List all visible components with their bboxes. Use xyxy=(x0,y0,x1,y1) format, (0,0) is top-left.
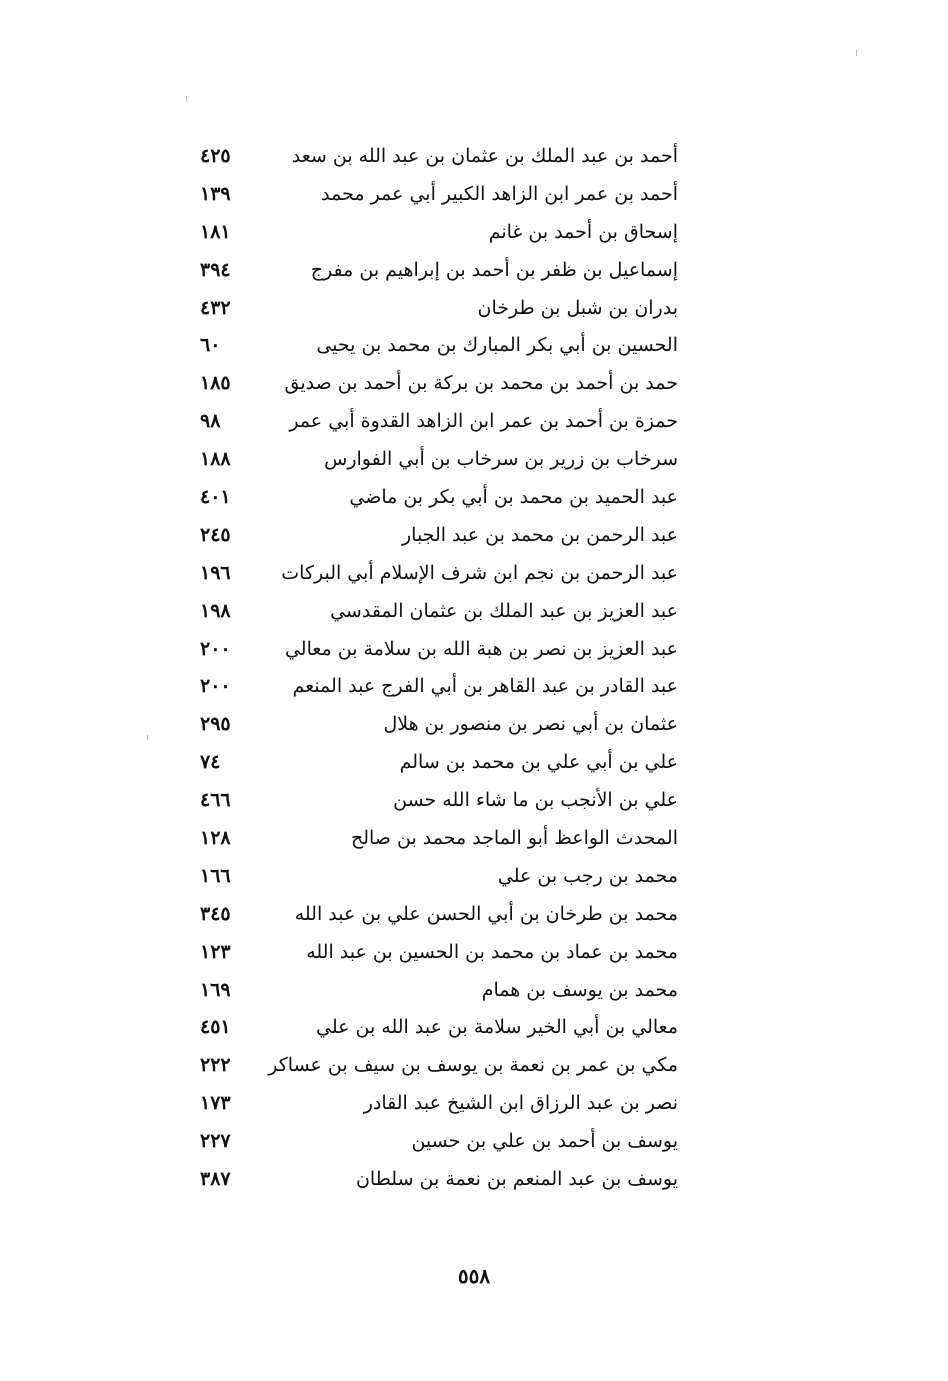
entry-page-number: ٤٦٦ xyxy=(200,789,231,812)
entry-page-number: ١٦٩ xyxy=(200,978,231,1001)
entry-page-number: ٤٢٥ xyxy=(200,144,231,167)
index-entry xyxy=(200,251,678,289)
entry-name: إسحاق بن أحمد بن غانم xyxy=(488,220,678,243)
entry-name: علي بن الأنجب بن ما شاء الله حسن xyxy=(393,789,678,812)
entry-page-number: ٤٠١ xyxy=(200,485,231,508)
entry-name: أحمد بن عمر ابن الزاهد الكبير أبي عمر محمد xyxy=(321,182,678,205)
entry-page-number: ٢٢٢ xyxy=(200,1054,231,1077)
entry-name: علي بن أبي علي بن محمد بن سالم xyxy=(399,751,678,774)
index-entry xyxy=(200,1160,678,1198)
entry-page-number: ٦٠ xyxy=(200,334,221,357)
index-entry xyxy=(200,554,678,592)
entry-name: محمد بن رجب بن علي xyxy=(497,864,678,887)
entry-name: محمد بن طرخان بن أبي الحسن علي بن عبد الله xyxy=(294,902,678,925)
index-entry xyxy=(200,1008,678,1046)
entry-page-number: ٢٢٧ xyxy=(200,1130,231,1153)
index-entry xyxy=(200,289,678,327)
entry-name: محمد بن عماد بن محمد بن الحسين بن عبد الله xyxy=(306,940,678,963)
entry-page-number: ٣٤٥ xyxy=(200,902,231,925)
entry-page-number: ١٧٣ xyxy=(200,1092,231,1115)
entry-page-number: ٣٨٧ xyxy=(200,1167,231,1190)
entry-name: نصر بن عبد الرزاق ابن الشيخ عبد القادر xyxy=(363,1092,678,1115)
entry-page-number: ١٨١ xyxy=(200,220,231,243)
entry-name: يوسف بن عبد المنعم بن نعمة بن سلطان xyxy=(355,1167,678,1190)
entry-name: بدران بن شبل بن طرخان xyxy=(477,296,678,319)
entry-name: محمد بن يوسف بن همام xyxy=(481,978,678,1001)
entry-name: عبد الرحمن بن نجم ابن شرف الإسلام أبي البركات xyxy=(281,561,678,584)
entry-page-number: ١٨٨ xyxy=(200,448,231,471)
index-entry xyxy=(200,326,678,364)
entry-name: الحسين بن أبي بكر المبارك بن محمد بن يحيى xyxy=(316,334,678,357)
index-entry xyxy=(200,933,678,971)
entry-page-number: ١٢٨ xyxy=(200,826,231,849)
index-entry xyxy=(200,1046,678,1084)
index-entry xyxy=(200,667,678,705)
scan-speck xyxy=(147,735,148,740)
entry-name: إسماعيل بن ظفر بن أحمد بن إبراهيم بن مفرج xyxy=(310,258,678,281)
index-entry xyxy=(200,895,678,933)
entry-name: سرخاب بن زرير بن سرخاب بن أبي الفوارس xyxy=(324,448,678,471)
entry-page-number: ٤٥١ xyxy=(200,1016,231,1039)
entry-name: عبد الرحمن بن محمد بن عبد الجبار xyxy=(401,523,678,546)
index-entry xyxy=(200,402,678,440)
entry-page-number: ١٩٨ xyxy=(200,599,231,622)
scan-speck xyxy=(186,96,187,102)
entry-page-number: ٤٣٢ xyxy=(200,296,231,319)
index-entry xyxy=(200,1122,678,1160)
index-list xyxy=(200,137,678,1198)
index-entry xyxy=(200,516,678,554)
entry-page-number: ١٣٩ xyxy=(200,182,231,205)
entry-name: عبد العزيز بن عبد الملك بن عثمان المقدسي xyxy=(330,599,678,622)
entry-name: عبد العزيز بن نصر بن هبة الله بن سلامة بن معالي xyxy=(284,637,678,660)
entry-name: حمزة بن أحمد بن عمر ابن الزاهد القدوة أبي عمر xyxy=(289,410,678,433)
index-entry xyxy=(200,175,678,213)
page-number: ٥٥٨ xyxy=(457,1264,491,1288)
entry-page-number: ٩٨ xyxy=(200,410,221,433)
entry-page-number: ٢٩٥ xyxy=(200,713,231,736)
index-entry xyxy=(200,1084,678,1122)
entry-page-number: ١٦٦ xyxy=(200,864,231,887)
entry-page-number: ١٢٣ xyxy=(200,940,231,963)
entry-name: المحدث الواعظ أبو الماجد محمد بن صالح xyxy=(350,826,678,849)
entry-name: مكي بن عمر بن نعمة بن يوسف بن سيف بن عساكر xyxy=(268,1054,678,1077)
entry-page-number: ٢٠٠ xyxy=(200,675,231,698)
entry-name: عبد القادر بن عبد القاهر بن أبي الفرج عبد المنعم xyxy=(292,675,678,698)
index-entry xyxy=(200,630,678,668)
index-entry xyxy=(200,819,678,857)
index-entry xyxy=(200,857,678,895)
index-entry xyxy=(200,971,678,1009)
index-entry xyxy=(200,478,678,516)
entry-page-number: ٢٤٥ xyxy=(200,523,231,546)
index-entry xyxy=(200,137,678,175)
entry-page-number: ٧٤ xyxy=(200,751,221,774)
index-entry xyxy=(200,213,678,251)
index-entry xyxy=(200,781,678,819)
entry-name: عبد الحميد بن محمد بن أبي بكر بن ماضي xyxy=(349,485,678,508)
entry-page-number: ١٨٥ xyxy=(200,372,231,395)
entry-page-number: ٣٩٤ xyxy=(200,258,231,281)
entry-name: يوسف بن أحمد بن علي بن حسين xyxy=(411,1130,678,1153)
index-entry xyxy=(200,743,678,781)
entry-name: معالي بن أبي الخير سلامة بن عبد الله بن علي xyxy=(316,1016,678,1039)
index-entry xyxy=(200,592,678,630)
entry-name: أحمد بن عبد الملك بن عثمان بن عبد الله بن سعد xyxy=(291,144,678,167)
scan-speck xyxy=(856,50,857,56)
index-entry xyxy=(200,364,678,402)
entry-page-number: ٢٠٠ xyxy=(200,637,231,660)
entry-page-number: ١٩٦ xyxy=(200,561,231,584)
entry-name: عثمان بن أبي نصر بن منصور بن هلال xyxy=(383,713,678,736)
index-entry xyxy=(200,705,678,743)
entry-name: حمد بن أحمد بن محمد بن بركة بن أحمد بن صديق xyxy=(284,372,678,395)
index-entry xyxy=(200,440,678,478)
